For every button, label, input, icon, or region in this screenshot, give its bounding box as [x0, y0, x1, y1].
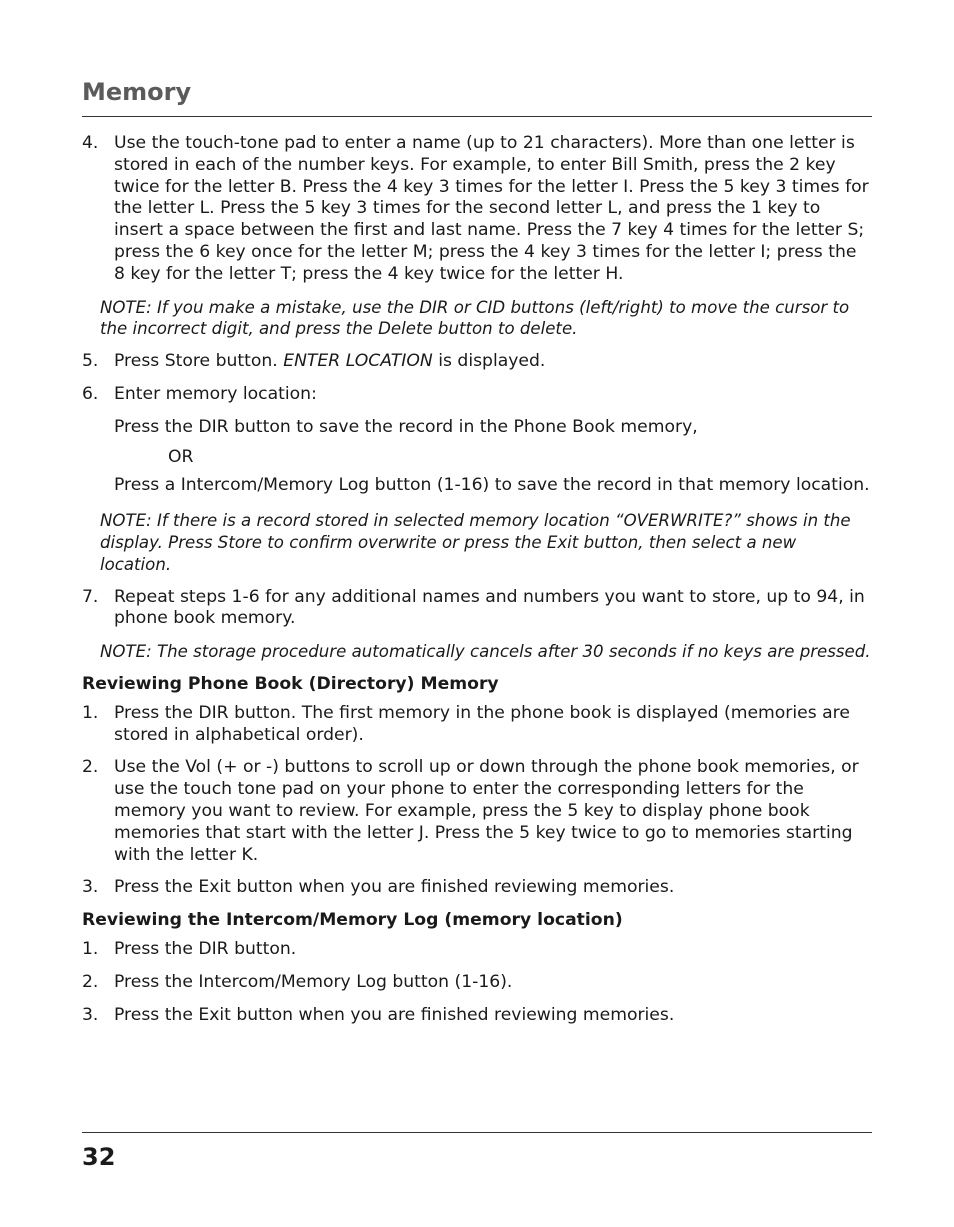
- note-overwrite: NOTE: If there is a record stored in selected memory location “OVERWRITE?” shows in the display. Press Store to confirm overwrite or press the Exit button, then select a new location.: [100, 511, 851, 574]
- step-text: Use the touch-tone pad to enter a name (up to 21 characters). More than one letter is stored in each of the number keys. For example, to enter Bill Smith, press the 2 key twice for the letter B. Press the 4 key 3 times for the letter I. Press the 5 key 3 times for the letter L. Press the 5 key 3 times for the second letter L, and press the 1 key to insert a space between the first and last name. Press the 7 key 4 times for the letter S; press the 6 key once for the letter M; press the 4 key 3 times for the letter I; press the 8 key for the letter T; press the 4 key twice for the letter H.: [114, 133, 869, 284]
- step-text: Repeat steps 1-6 for any additional names and numbers you want to store, up to 94, in phone book memory.: [114, 586, 865, 629]
- step-6-or: OR: [168, 446, 194, 467]
- step-text: Press the DIR button. The first memory in the phone book is displayed (memories are stored in alphabetical order).: [114, 702, 850, 745]
- step-text-post: is displayed.: [432, 351, 546, 372]
- step-5: [82, 351, 872, 373]
- step-number: 6.: [82, 383, 99, 404]
- step-number: 1.: [82, 938, 99, 959]
- step-6-option-intercom: Press a Intercom/Memory Log button (1-16) to save the record in that memory location.: [114, 475, 870, 496]
- page-number: 32: [82, 1143, 116, 1171]
- phonebook-step-1: [82, 703, 872, 747]
- step-number: 2.: [82, 757, 99, 778]
- step-number: 3.: [82, 877, 99, 898]
- step-number: 3.: [82, 1004, 99, 1025]
- step-4: [82, 133, 872, 286]
- step-text: Press the Exit button when you are finished reviewing memories.: [114, 877, 675, 898]
- header-rule: [82, 116, 872, 117]
- note-timeout: NOTE: The storage procedure automatically cancels after 30 seconds if no keys are pressed.: [100, 642, 871, 662]
- heading-review-phonebook: Reviewing Phone Book (Directory) Memory: [82, 673, 499, 694]
- intercom-step-2: [82, 972, 872, 994]
- step-text: [114, 351, 872, 373]
- footer-rule: [82, 1132, 872, 1133]
- phonebook-step-3: [82, 877, 872, 899]
- step-7: [82, 587, 872, 631]
- phonebook-step-2: [82, 757, 872, 866]
- step-text-pre: Press Store button.: [114, 351, 284, 372]
- step-6: [82, 384, 872, 406]
- step-number: 7.: [82, 586, 99, 607]
- page-content: [82, 133, 872, 1037]
- step-number: 2.: [82, 971, 99, 992]
- intercom-step-3: [82, 1005, 872, 1027]
- step-6-option-dir: Press the DIR button to save the record in the Phone Book memory,: [114, 416, 698, 437]
- step-text: Enter memory location:: [114, 383, 317, 404]
- display-message: ENTER LOCATION: [283, 351, 433, 372]
- step-number: 5.: [82, 351, 99, 372]
- step-text: Use the Vol (+ or -) buttons to scroll up or down through the phone book memories, or use the touch tone pad on your phone to enter the corresponding letters for the memory you want to review. For example, press the 5 key to display phone book memories that start with the letter J. Press the 5 key twice to go to memories starting with the letter K.: [114, 757, 859, 865]
- step-text: Press the Intercom/Memory Log button (1-16).: [114, 971, 513, 992]
- intercom-step-1: [82, 939, 872, 961]
- step-number: 1.: [82, 702, 99, 723]
- step-text: Press the DIR button.: [114, 938, 297, 959]
- section-title: Memory: [82, 78, 192, 106]
- note-mistake: NOTE: If you make a mistake, use the DIR or CID buttons (left/right) to move the cursor to the incorrect digit, and press the Delete button to delete.: [100, 297, 850, 339]
- heading-review-intercom: Reviewing the Intercom/Memory Log (memory location): [82, 910, 623, 931]
- step-number: 4.: [82, 133, 99, 153]
- step-text: Press the Exit button when you are finished reviewing memories.: [114, 1004, 675, 1025]
